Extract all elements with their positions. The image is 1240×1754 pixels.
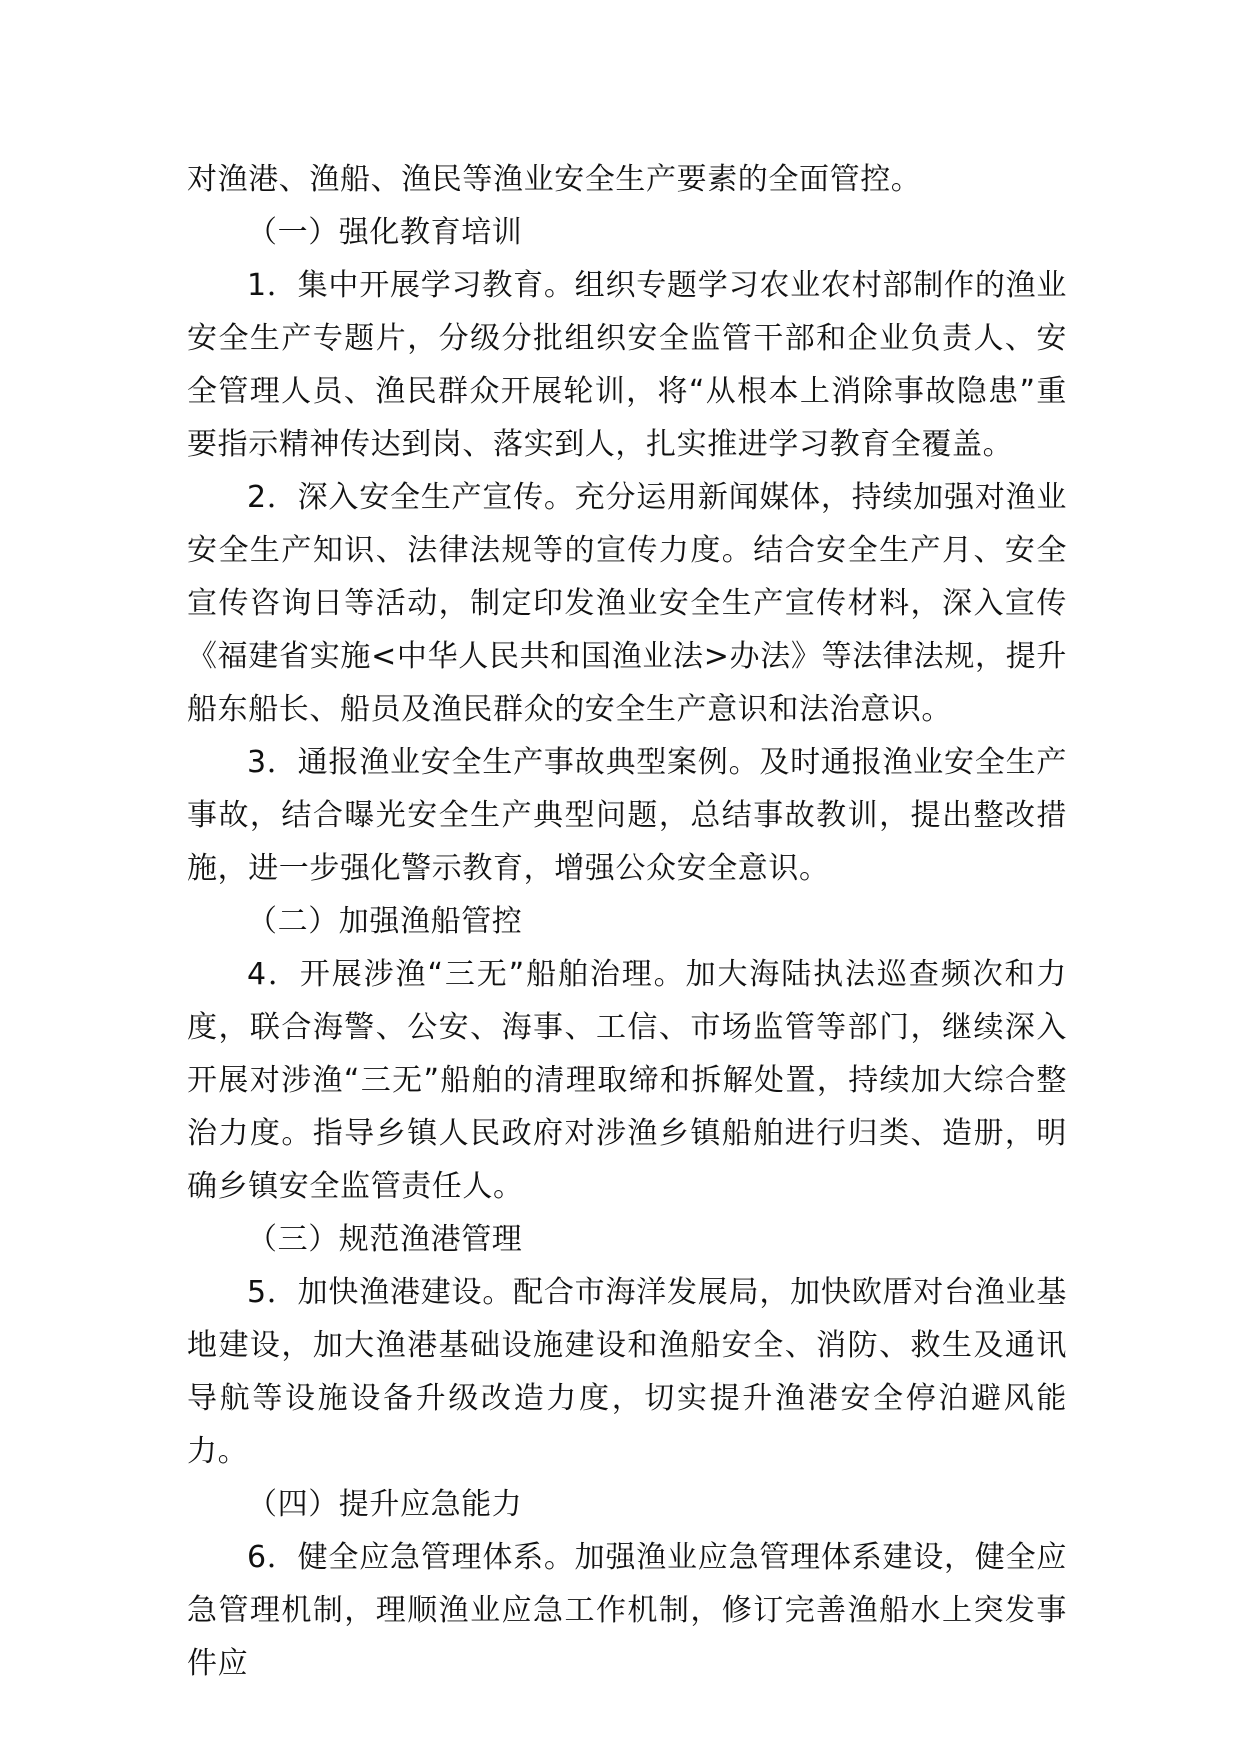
- paragraph-item-1: 1．集中开展学习教育。组织专题学习农业农村部制作的渔业安全生产专题片，分级分批组织安全监管干部和企业负责人、安全管理人员、渔民群众开展轮训，将“从根本上消除事故隐患”重要指示精神传达到岗、落实到人，扎实推进学习教育全覆盖。: [187, 268, 1067, 462]
- paragraph-item-4: 4．开展涉渔“三无”船舶治理。加大海陆执法巡查频次和力度，联合海警、公安、海事、工信、市场监管等部门，继续深入开展对涉渔“三无”船舶的清理取缔和拆解处置，持续加大综合整治力度。指导乡镇人民政府对涉渔乡镇船舶进行归类、造册，明确乡镇安全监管责任人。: [187, 957, 1067, 1204]
- section-heading-4: （四）提升应急能力: [247, 1487, 523, 1522]
- paragraph-item-5: 5．加快渔港建设。配合市海洋发展局，加快欧厝对台渔业基地建设，加大渔港基础设施建设和渔船安全、消防、救生及通讯导航等设施设备升级改造力度，切实提升渔港安全停泊避风能力。: [187, 1275, 1067, 1469]
- section-heading-1: （一）强化教育培训: [247, 215, 523, 250]
- paragraph-item-3: 3．通报渔业安全生产事故典型案例。及时通报渔业安全生产事故，结合曝光安全生产典型问题，总结事故教训，提出整改措施，进一步强化警示教育，增强公众安全意识。: [187, 745, 1067, 886]
- document-body: [187, 153, 1067, 1690]
- paragraph-item-6: 6．健全应急管理体系。加强渔业应急管理体系建设，健全应急管理机制，理顺渔业应急工作机制，修订完善渔船水上突发事件应: [187, 1540, 1067, 1681]
- section-heading-3: （三）规范渔港管理: [247, 1222, 523, 1257]
- paragraph-continuation: 对渔港、渔船、渔民等渔业安全生产要素的全面管控。: [187, 162, 922, 197]
- section-heading-2: （二）加强渔船管控: [247, 904, 523, 939]
- paragraph-item-2: 2．深入安全生产宣传。充分运用新闻媒体，持续加强对渔业安全生产知识、法律法规等的宣传力度。结合安全生产月、安全宣传咨询日等活动，制定印发渔业安全生产宣传材料，深入宣传《福建省实施<中华人民共和国渔业法>办法》等法律法规，提升船东船长、船员及渔民群众的安全生产意识和法治意识。: [187, 480, 1067, 727]
